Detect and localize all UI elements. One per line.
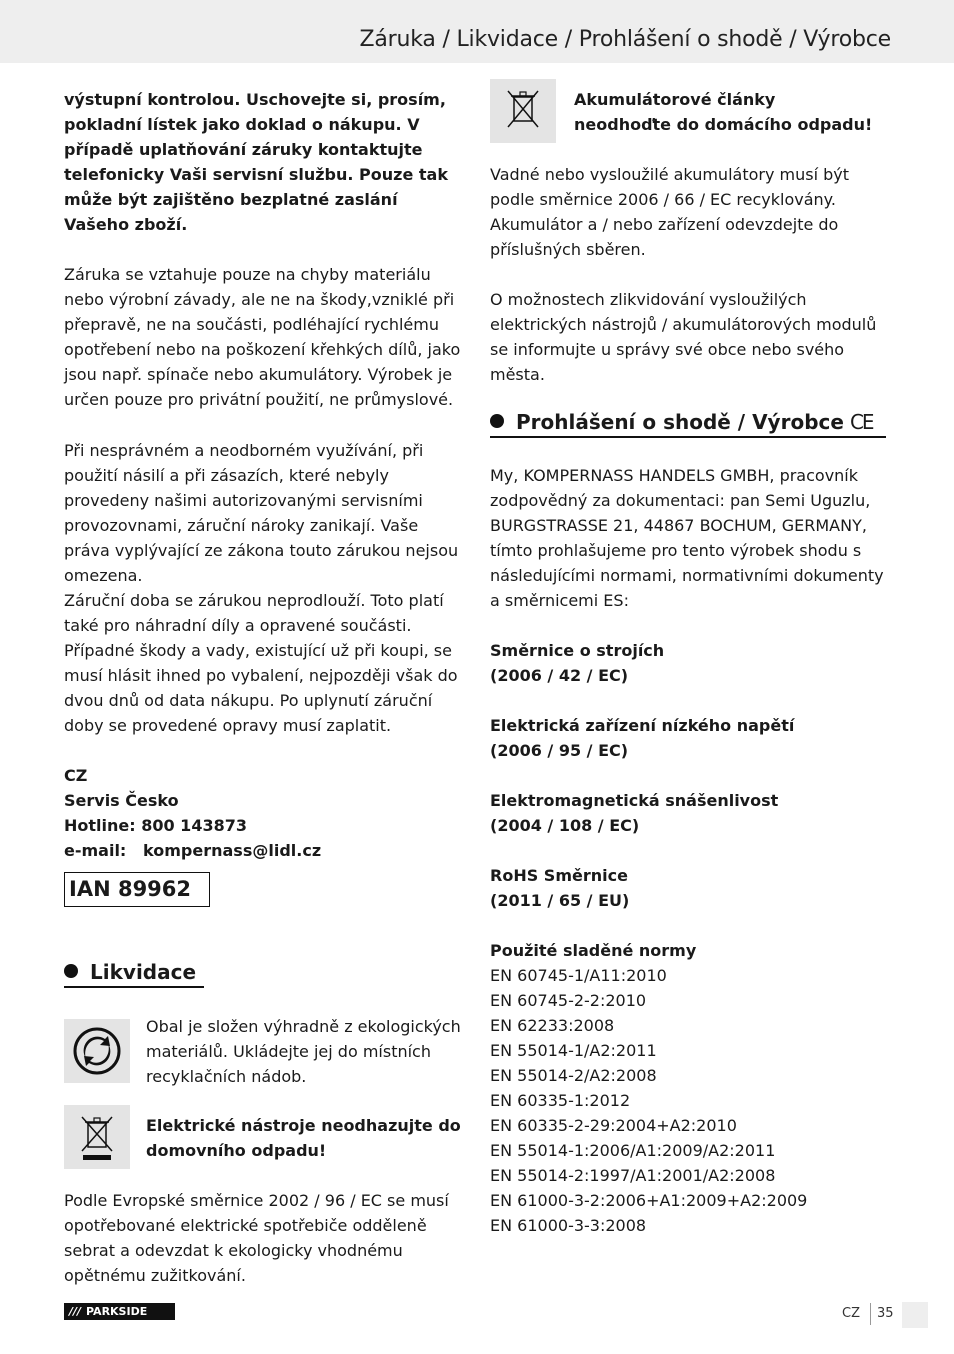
directive-1: Směrnice o strojích (2006 / 42 / EC) [490,641,665,685]
packaging-text: Obal je složen výhradně z ekologických materiálů. Ukládejte jej do místních recyklačních nádob. [146,1017,461,1086]
contact-hotline: Hotline: 800 143873 [64,816,247,835]
warranty-paragraph-2: Při nesprávném a neodborném využívání, při použití násilí a při zásazích, které nebyly provedeny našimi autorizovanými servisními provozovnami, záruční nároky zanikají. Vaše práva vyplývající ze zákona touto zárukou nejsou omezena. [64,441,459,585]
crossed-bin-icon [64,1105,130,1169]
contact-service: Servis Česko [64,791,179,810]
norm-item: EN 60745-2-2:2010 [490,991,647,1010]
page-header [0,0,954,63]
parkside-logo: /// PARKSIDE [64,1303,175,1320]
directive-3: Elektromagnetická snášenlivost (2004 / 108 / EC) [490,791,779,835]
battery-paragraph-1: Vadné nebo vysloužilé akumulátory musí být podle směrnice 2006 / 66 / EC recyklovány. Akumulátor a / nebo zařízení odevzdejte do příslušných sběren. [490,165,849,259]
crossed-bin-icon [490,79,556,143]
footer-divider [870,1303,871,1325]
section-declaration: Prohlášení o shodě / Výrobce CE [490,410,886,438]
logo-slashes-icon: /// [68,1305,82,1318]
norms-title: Použité sladěné normy [490,941,697,960]
norm-item: EN 61000-3-2:2006+A1:2009+A2:2009 [490,1191,808,1210]
battery-paragraph-2: O možnostech zlikvidování vysloužilých elektrických nástrojů / akumulátorových modulů se informujte u správy své obce nebo svého města. [490,290,877,384]
norm-item: EN 55014-2:1997/A1:2001/A2:2008 [490,1166,776,1185]
warranty-paragraph-3: Záruční doba se zárukou neprodlouží. Toto platí také pro náhradní díly a opravené součásti. Případné škody a vady, existující už při koupi, se musí hlásit ihned po vybalení, nejpozději však do dvou dnů od data nákupu. Po uplynutí záruční doby se provedené opravy musí zaplatit. [64,591,458,735]
page-title: Záruka / Likvidace / Prohlášení o shodě / Výrobce [359,27,891,52]
footer-tab [902,1302,928,1328]
service-contact [64,763,464,863]
warranty-paragraph-1: Záruka se vztahuje pouze na chyby materiálu nebo výrobní závady, ale ne na škody,vzniklé při přepravě, ne na součásti, podléhající rychlému opotřebení nebo na poškození křehkých dílů, jako jsou např. spínače nebo akumulátory. Výrobek je určen pouze pro privátní použití, ne průmyslové. [64,265,461,409]
eu-directive-text: Podle Evropské směrnice 2002 / 96 / EC se musí opotřebované elektrické spotřebiče odděleně sebrat a odevzdat k ekologicky vhodnému opětnému zužitkování. [64,1191,449,1285]
norm-item: EN 61000-3-3:2008 [490,1216,647,1235]
footer-language: CZ [842,1306,860,1321]
intro-paragraph: výstupní kontrolou. Uschovejte si, prosím, pokladní lístek jako doklad o nákupu. V případě uplatňování záruky kontaktujte telefonicky Vaši servisní službu. Pouze tak může být zajištěno bezplatné zaslání Vašeho zboží. [64,90,448,234]
declaration-paragraph: My, KOMPERNASS HANDELS GMBH, pracovník zodpovědný za dokumentaci: pan Semi Uguzlu, BURGSTRASSE 21, 44867 BOCHUM, GERMANY, tímto prohlašujeme pro tento výrobek shodu s následujícími normami, normativními dokumenty a směrnicemi ES: [490,466,884,610]
tools-warning: Elektrické nástroje neodhazujte do domovního odpadu! [146,1116,461,1160]
norm-item: EN 62233:2008 [490,1016,615,1035]
section-likvidace: Likvidace [64,960,204,988]
contact-country: CZ [64,766,88,785]
norm-item: EN 55014-2/A2:2008 [490,1066,657,1085]
norm-item: EN 55014-1:2006/A1:2009/A2:2011 [490,1141,776,1160]
directive-2: Elektrická zařízení nízkého napětí (2006 / 95 / EC) [490,716,795,760]
green-dot-icon [64,1019,130,1083]
contact-email: e-mail: kompernass@lidl.cz [64,841,322,860]
norm-item: EN 60335-2-29:2004+A2:2010 [490,1116,737,1135]
norm-item: EN 55014-1/A2:2011 [490,1041,657,1060]
norm-item: EN 60335-1:2012 [490,1091,631,1110]
page-number: 35 [877,1306,894,1321]
bullet-icon [64,964,78,978]
recycle-box [64,1019,130,1083]
directive-4: RoHS Směrnice (2011 / 65 / EU) [490,866,630,910]
norms-list [490,938,890,1238]
weee-box-tools [64,1105,130,1169]
battery-warning: Akumulátorové články neodhoďte do domácího odpadu! [574,90,873,134]
weee-box-battery [490,79,556,143]
ce-mark-icon: CE [849,410,873,434]
norm-item: EN 60745-1/A11:2010 [490,966,667,985]
ian-box: IAN 89962 [64,872,210,907]
bullet-icon [490,414,504,428]
